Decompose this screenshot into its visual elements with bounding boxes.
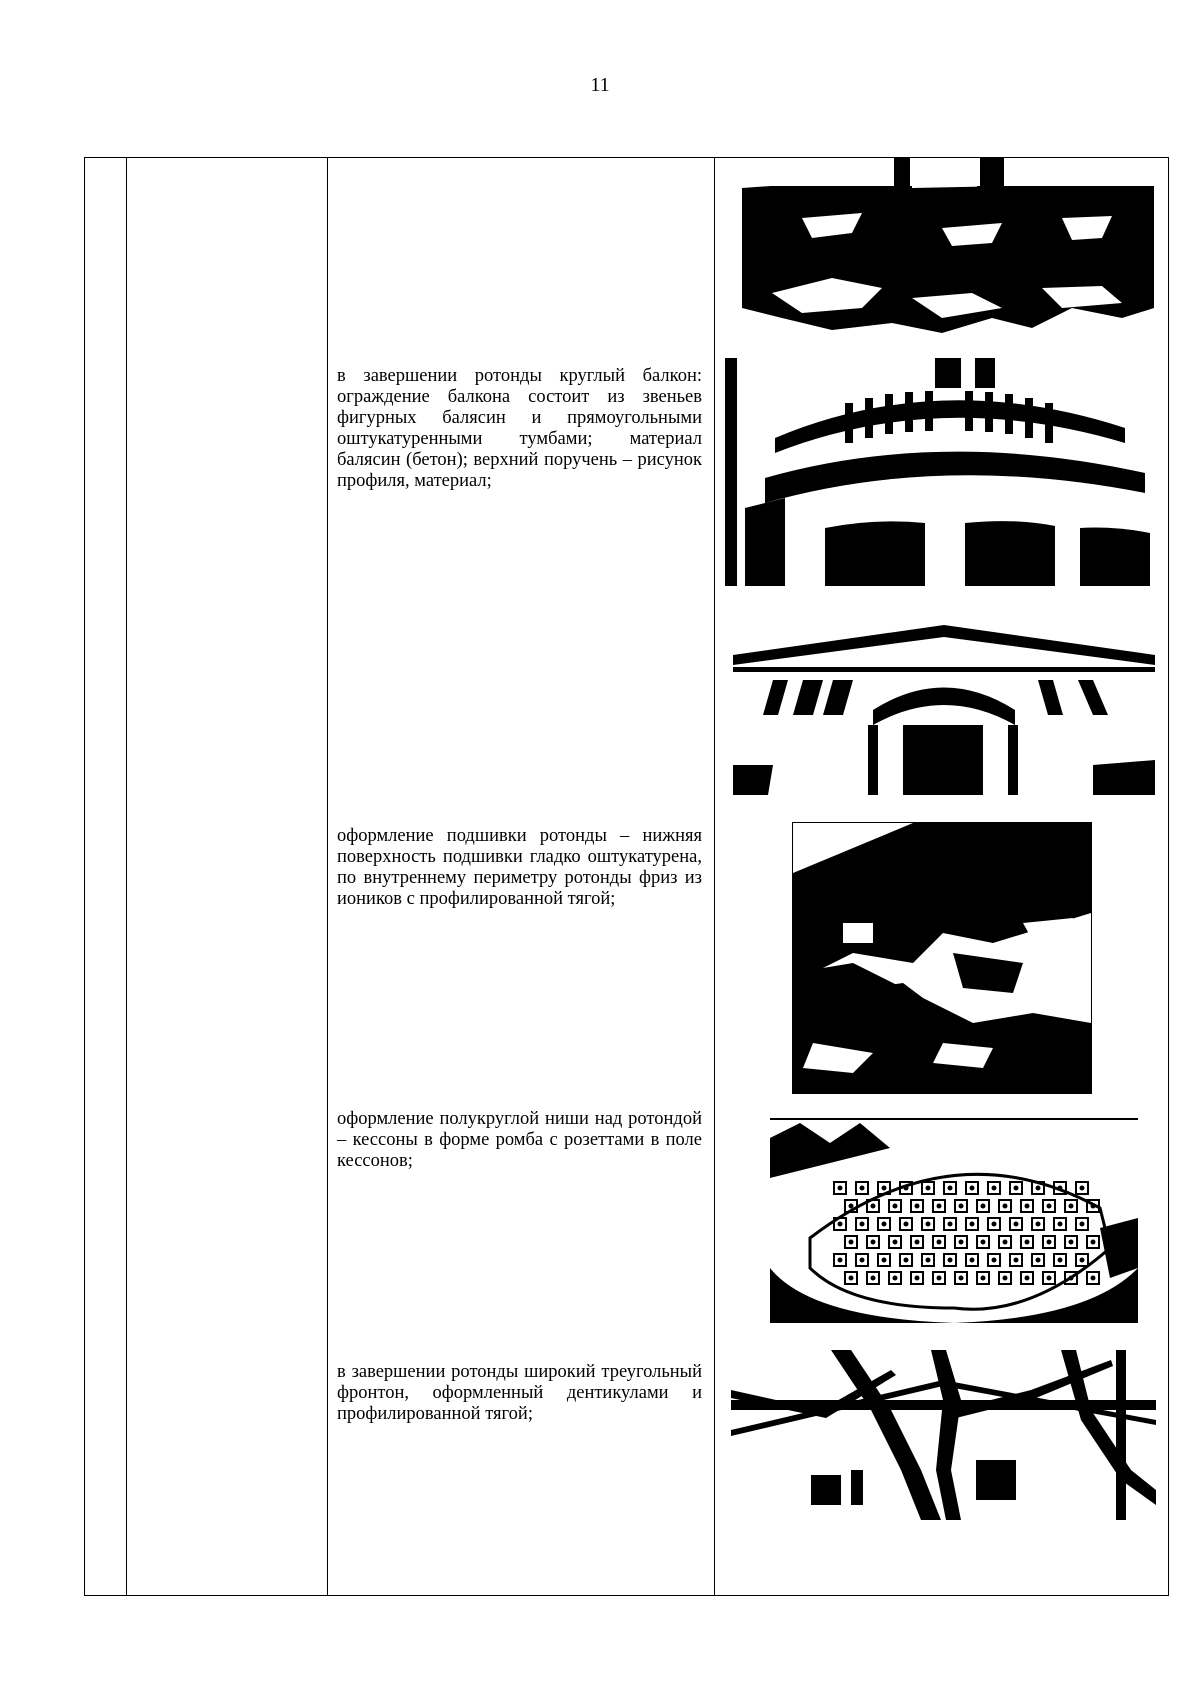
row-description-niche: оформление полукруглой ниши над ротондой – кессоны в форме ромба с розеттами в поле кессонов; [337, 1109, 702, 1171]
table-column-divider [327, 157, 328, 1596]
round-balcony-photo [725, 358, 1157, 586]
row-description-pediment: в завершении ротонды широкий треугольный фронтон, оформленный дентикулами и профилированной тягой; [337, 1362, 702, 1424]
balcony-underside-photo [742, 158, 1154, 338]
row-description-soffit: оформление подшивки ротонды – нижняя поверхность подшивки гладко оштукатурена, по внутреннему периметру ротонды фриз из иоников с профилированной тягой; [337, 826, 702, 909]
pediment-with-trees-photo [731, 1350, 1156, 1520]
row-description-balcony: в завершении ротонды круглый балкон: ограждение балкона состоит из звеньев фигурных балясин и прямоугольными оштукатуренными тумбами; материал балясин (бетон); верхний поручень – рисунок профиля, материал; [337, 366, 702, 491]
table-column-divider [126, 157, 127, 1596]
coffered-niche-photo [770, 1118, 1138, 1323]
soffit-photo [792, 822, 1092, 1094]
table-column-divider [714, 157, 715, 1596]
rotunda-facade-photo [733, 625, 1155, 795]
page-number: 11 [590, 74, 610, 96]
